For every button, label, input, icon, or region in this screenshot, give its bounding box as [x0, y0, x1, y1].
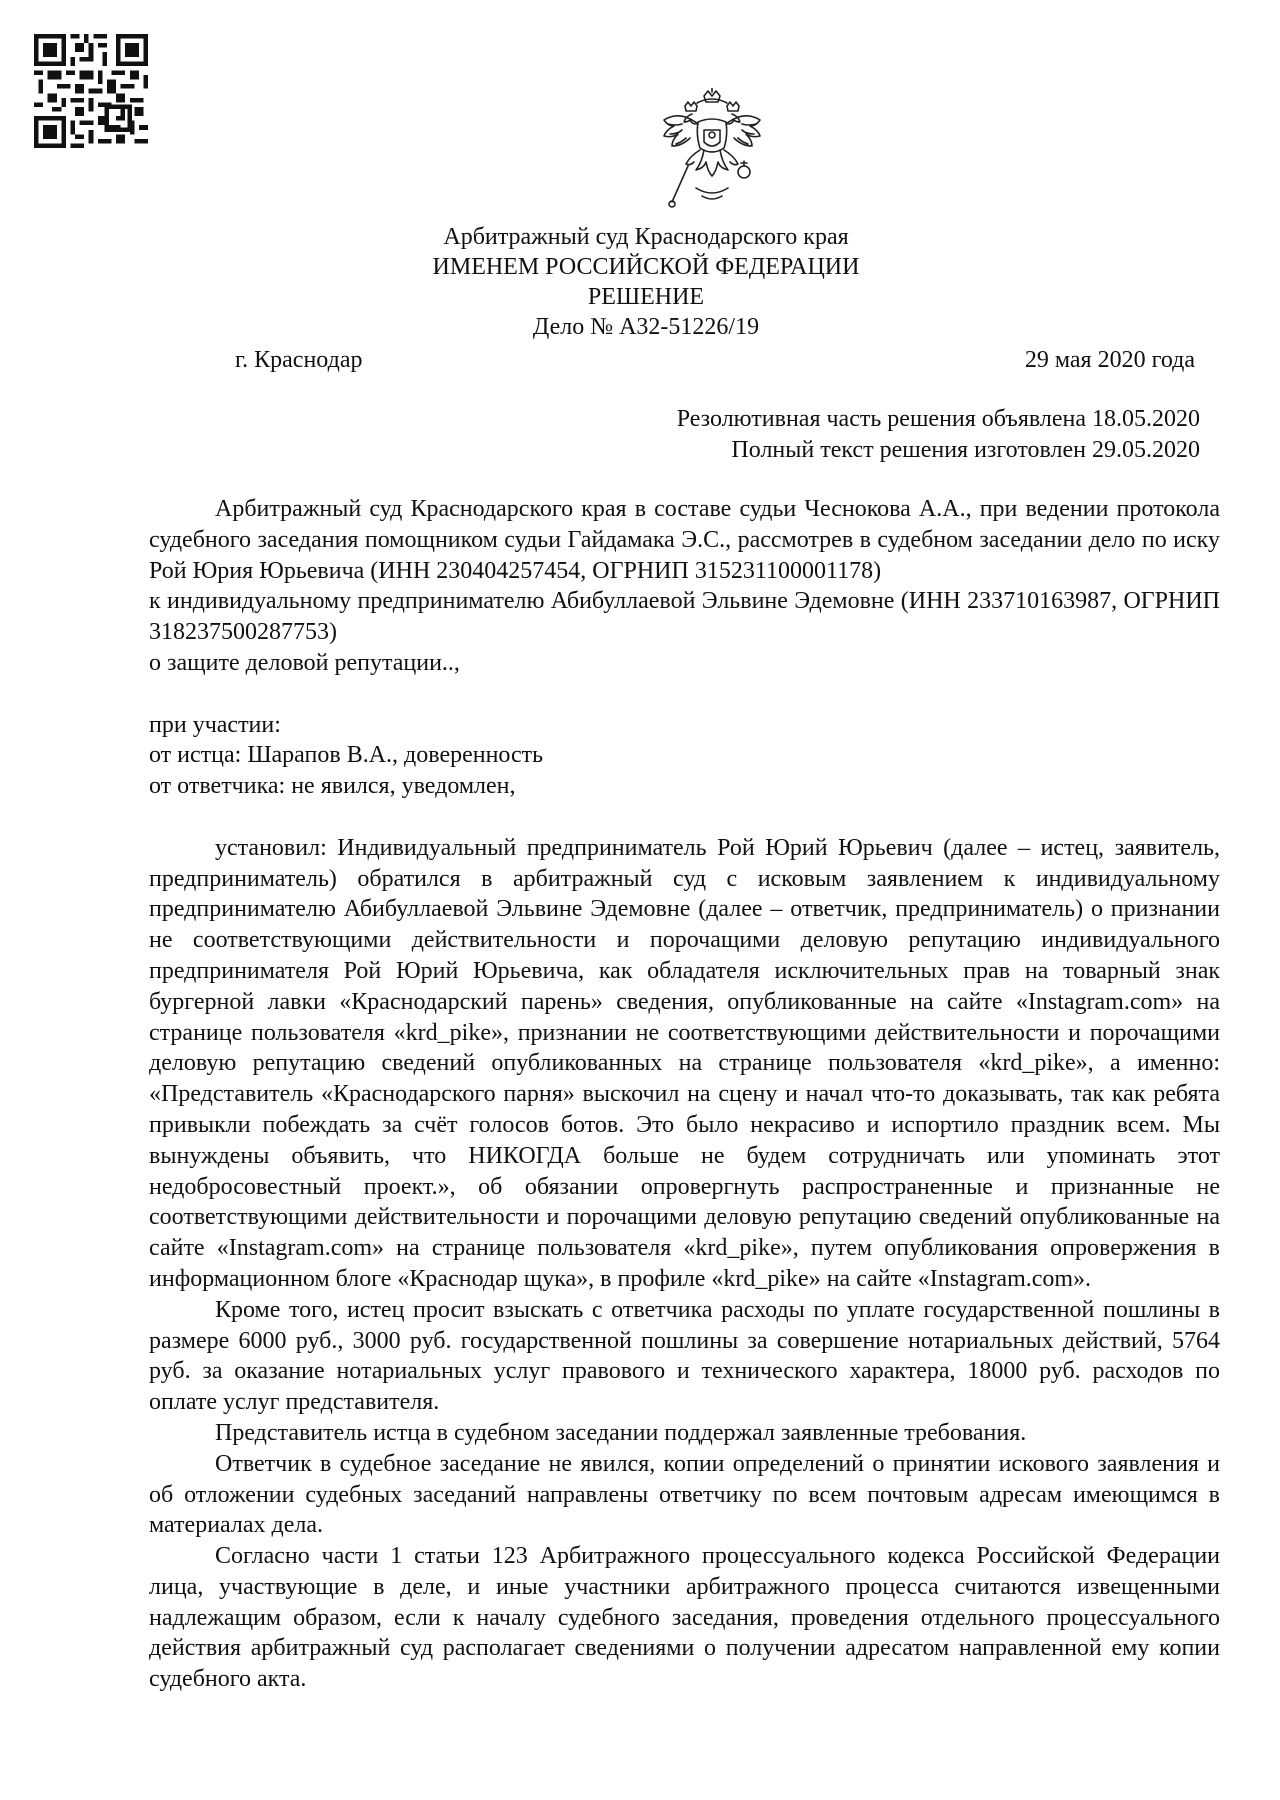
decision-date: 29 мая 2020 года: [1024, 347, 1195, 373]
document-header: [0, 222, 1280, 342]
participation-label: при участии:: [149, 711, 281, 738]
city: г. Краснодар: [235, 347, 363, 373]
established-paragraph: установил: Индивидуальный предприниматель Рой Юрий Юрьевич (далее – истец, заявитель, предприниматель) обратился в арбитражный суд с исковым заявлением к индивидуальному предпринимателю Абибуллаевой Эльвине Эдемовне (далее – ответчик, предприниматель) о признании не соответствующими действительности и порочащими деловую репутацию индивидуального предпринимателя Рой Юрий Юрьевича, как обладателя исключительных прав на товарный знак бургерной лавки «Краснодарский парень» сведения, опубликованные на сайте «Instagram.com» на странице пользователя «krd_pike», признании не соответствующими действительности и порочащими деловую репутацию сведений опубликованных на странице пользователя «krd_pike», а именно: «Представитель «Краснодарского парня» выскочил на сцену и начал что-то доказывать, так как ребята привыкли побеждать за счёт голосов ботов. Это было некрасиво и испортило праздник всем. Мы вынуждены объявить, что НИКОГДА больше не будем сотрудничать или упоминать этот недобросовестный проект.», об обязании опровергнуть распространенные и признанные не соответствующими действительности и порочащими деловую репутацию сведений опубликованные на сайте «Instagram.com» на странице пользователя «krd_pike», путем опубликования опровержения в информационном блоге «Краснодар щука», в профиле «krd_pike» на сайте «Instagram.com».: [149, 834, 1220, 1292]
intro-paragraph: Арбитражный суд Краснодарского края в составе судьи Чеснокова А.А., при ведении протокола судебного заседания помощником судьи Гайдамака Э.С., рассмотрев в судебном заседании дело по иску Рой Юрия Юрьевича (ИНН 230404257454, ОГРНИП 315231100001178): [149, 496, 1220, 584]
court-name: Арбитражный суд Краснодарского края: [443, 224, 849, 250]
plaintiff-representative: от истца: Шарапов В.А., доверенность: [149, 742, 544, 769]
in-name-line: ИМЕНЕМ РОССИЙСКОЙ ФЕДЕРАЦИИ: [432, 254, 860, 280]
absence-paragraph: Ответчик в судебное заседание не явился, копии определений о принятии искового заявления и об отложении судебных заседаний направлены ответчику по всем почтовым адресам имеющимся в материалах дела.: [149, 1450, 1220, 1539]
qr-code-icon: [34, 34, 148, 148]
resolution-dates: [677, 404, 1200, 466]
notification-paragraph: Согласно части 1 статьи 123 Арбитражного процессуального кодекса Российской Федерации лица, участвующие в деле, и иные участники арбитражного процесса считаются извещенными надлежащим образом, если к началу судебного заседания, проведения отдельного процессуального действия арбитражный суд располагает сведениями о получении адресатом направленной ему копии судебного акта.: [149, 1543, 1220, 1693]
city-date-row: [235, 345, 1195, 375]
subject-paragraph: о защите деловой репутации..,: [149, 649, 460, 676]
support-paragraph: Представитель истца в судебном заседании поддержал заявленные требования.: [215, 1419, 1027, 1446]
defendant-representative: от ответчика: не явился, уведомлен,: [149, 773, 516, 800]
coat-of-arms-emblem: [652, 88, 772, 212]
costs-paragraph: Кроме того, истец просит взыскать с ответчика расходы по уплате государственной пошлины в размере 6000 руб., 3000 руб. государственной пошлины за совершение нотариальных действий, 5764 руб. за оказание нотариальных услуг правового и технического характера, 18000 руб. расходов по оплате услуг представителя.: [149, 1296, 1220, 1416]
full-text-date: Полный текст решения изготовлен 29.05.2020: [731, 437, 1200, 463]
document-body: [149, 494, 1220, 1695]
case-number: Дело № А32-51226/19: [532, 314, 760, 340]
document-type: РЕШЕНИЕ: [587, 284, 705, 310]
operative-part-date: Резолютивная часть решения объявлена 18.05.2020: [676, 406, 1200, 432]
defendant-paragraph: к индивидуальному предпринимателю Абибуллаевой Эльвине Эдемовне (ИНН 233710163987, ОГРНИП 318237500287753): [149, 588, 1220, 646]
